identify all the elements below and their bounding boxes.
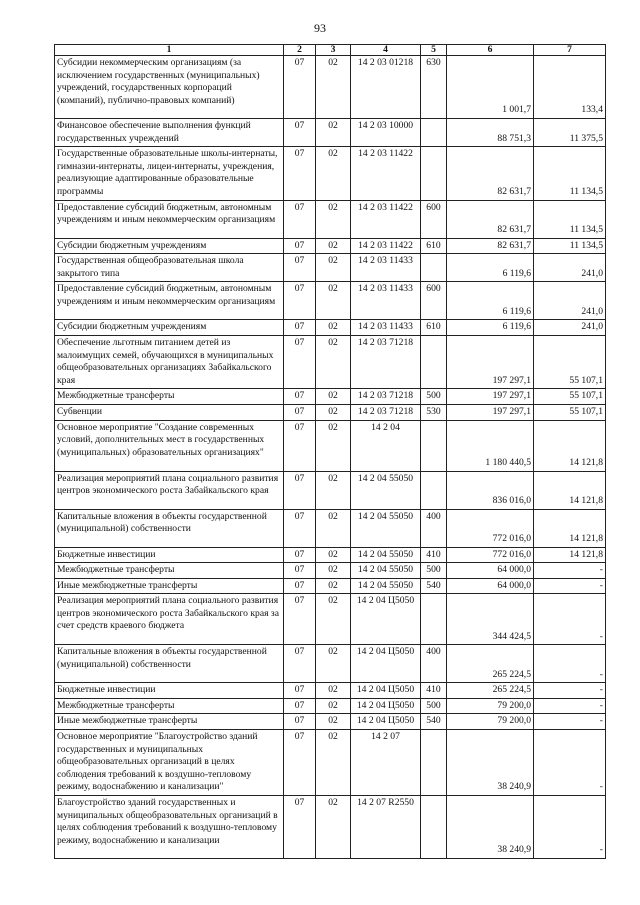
- row-name: Бюджетные инвестиции: [55, 683, 284, 699]
- table-row: [55, 147, 606, 200]
- row-section: 07: [284, 698, 316, 714]
- row-amount-part: -: [534, 698, 606, 714]
- row-amount-part: 11 134,5: [534, 200, 606, 238]
- row-subsection: 02: [316, 714, 351, 730]
- row-target-article: 14 2 03 71218: [351, 335, 421, 388]
- table-row: [55, 56, 606, 119]
- row-target-article: 14 2 03 71218: [351, 389, 421, 405]
- row-name: Государственная общеобразовательная школа закрытого типа: [55, 254, 284, 282]
- row-section: 07: [284, 238, 316, 254]
- row-name: Финансовое обеспечение выполнения функций государственных учреждений: [55, 119, 284, 147]
- row-section: 07: [284, 56, 316, 119]
- row-section: 07: [284, 645, 316, 683]
- row-name: Предоставление субсидий бюджетным, автономным учреждениям и иным некоммерческим организациям: [55, 282, 284, 320]
- row-target-article: 14 2 04 55050: [351, 509, 421, 547]
- row-name: Межбюджетные трансферты: [55, 698, 284, 714]
- row-expense-type: 540: [421, 714, 447, 730]
- table-row: [55, 698, 606, 714]
- row-amount-total: 64 000,0: [447, 578, 534, 594]
- row-subsection: 02: [316, 594, 351, 645]
- table-header: [55, 45, 606, 56]
- row-name: Субсидии бюджетным учреждениям: [55, 320, 284, 336]
- table-row: [55, 119, 606, 147]
- row-amount-part: -: [534, 730, 606, 796]
- row-amount-total: 82 631,7: [447, 200, 534, 238]
- row-expense-type: 530: [421, 404, 447, 420]
- row-expense-type: 400: [421, 509, 447, 547]
- row-amount-part: 11 375,5: [534, 119, 606, 147]
- row-amount-total: 6 119,6: [447, 282, 534, 320]
- row-subsection: 02: [316, 698, 351, 714]
- row-name: Капитальные вложения в объекты государственной (муниципальной) собственности: [55, 645, 284, 683]
- row-target-article: 14 2 03 11433: [351, 254, 421, 282]
- row-amount-part: -: [534, 683, 606, 699]
- table-row: [55, 471, 606, 509]
- header-col-6: 6: [447, 45, 534, 56]
- row-target-article: 14 2 03 11422: [351, 200, 421, 238]
- table-row: [55, 578, 606, 594]
- row-target-article: 14 2 03 71218: [351, 404, 421, 420]
- row-amount-part: 55 107,1: [534, 389, 606, 405]
- table-row: [55, 509, 606, 547]
- row-amount-part: 14 121,8: [534, 471, 606, 509]
- header-col-2: 2: [284, 45, 316, 56]
- row-expense-type: 610: [421, 320, 447, 336]
- row-target-article: 14 2 04 55050: [351, 471, 421, 509]
- row-subsection: 02: [316, 254, 351, 282]
- row-target-article: 14 2 03 11422: [351, 147, 421, 200]
- row-name: Иные межбюджетные трансферты: [55, 714, 284, 730]
- row-subsection: 02: [316, 56, 351, 119]
- row-target-article: 14 2 03 11433: [351, 282, 421, 320]
- table-row: [55, 594, 606, 645]
- row-amount-part: 14 121,8: [534, 547, 606, 563]
- row-target-article: 14 2 04 Ц5050: [351, 683, 421, 699]
- row-expense-type: 410: [421, 547, 447, 563]
- row-section: 07: [284, 282, 316, 320]
- row-expense-type: 500: [421, 698, 447, 714]
- row-amount-part: 14 121,8: [534, 420, 606, 471]
- row-subsection: 02: [316, 683, 351, 699]
- row-name: Субсидии бюджетным учреждениям: [55, 238, 284, 254]
- row-target-article: 14 2 07: [351, 730, 421, 796]
- row-target-article: 14 2 04 Ц5050: [351, 714, 421, 730]
- row-amount-part: 11 134,5: [534, 238, 606, 254]
- row-expense-type: 600: [421, 200, 447, 238]
- row-name: Основное мероприятие "Создание современных условий, дополнительных мест в государственных (муниципальных) образовательных организациях": [55, 420, 284, 471]
- row-subsection: 02: [316, 119, 351, 147]
- row-amount-total: 1 001,7: [447, 56, 534, 119]
- row-amount-total: 836 016,0: [447, 471, 534, 509]
- row-section: 07: [284, 335, 316, 388]
- row-name: Реализация мероприятий плана социального развития центров экономического роста Забайкальского края: [55, 471, 284, 509]
- row-section: 07: [284, 119, 316, 147]
- row-target-article: 14 2 03 01218: [351, 56, 421, 119]
- row-section: 07: [284, 714, 316, 730]
- row-amount-total: 79 200,0: [447, 714, 534, 730]
- table-body: [55, 56, 606, 859]
- row-amount-part: -: [534, 714, 606, 730]
- row-section: 07: [284, 578, 316, 594]
- row-subsection: 02: [316, 404, 351, 420]
- row-name: Реализация мероприятий плана социального развития центров экономического роста Забайкальского края за счет средств краевого бюджета: [55, 594, 284, 645]
- row-amount-part: -: [534, 796, 606, 859]
- table-row: [55, 547, 606, 563]
- row-amount-part: -: [534, 645, 606, 683]
- row-expense-type: 630: [421, 56, 447, 119]
- row-target-article: 14 2 04 55050: [351, 563, 421, 579]
- row-target-article: 14 2 04 Ц5050: [351, 594, 421, 645]
- row-amount-total: 197 297,1: [447, 389, 534, 405]
- row-expense-type: 540: [421, 578, 447, 594]
- row-expense-type: [421, 730, 447, 796]
- row-expense-type: [421, 471, 447, 509]
- row-amount-part: 55 107,1: [534, 404, 606, 420]
- page-number: 93: [314, 21, 326, 35]
- row-name: Субсидии некоммерческим организациям (за исключением государственных (муниципальных) учреждений, государственных корпораций (компаний), публично-правовых компаний): [55, 56, 284, 119]
- row-target-article: 14 2 04 Ц5050: [351, 698, 421, 714]
- table-row: [55, 563, 606, 579]
- row-section: 07: [284, 420, 316, 471]
- table-row: [55, 282, 606, 320]
- row-amount-part: -: [534, 594, 606, 645]
- header-row: [55, 45, 606, 56]
- row-subsection: 02: [316, 509, 351, 547]
- table-row: [55, 730, 606, 796]
- row-amount-total: 82 631,7: [447, 147, 534, 200]
- row-subsection: 02: [316, 147, 351, 200]
- row-section: 07: [284, 683, 316, 699]
- row-subsection: 02: [316, 238, 351, 254]
- table-row: [55, 335, 606, 388]
- row-name: Предоставление субсидий бюджетным, автономным учреждениям и иным некоммерческим организациям: [55, 200, 284, 238]
- row-subsection: 02: [316, 645, 351, 683]
- row-amount-total: 772 016,0: [447, 547, 534, 563]
- row-amount-total: 772 016,0: [447, 509, 534, 547]
- row-expense-type: 500: [421, 563, 447, 579]
- row-amount-total: 38 240,9: [447, 730, 534, 796]
- row-subsection: 02: [316, 389, 351, 405]
- header-col-5: 5: [421, 45, 447, 56]
- table-row: [55, 389, 606, 405]
- row-amount-total: 79 200,0: [447, 698, 534, 714]
- row-subsection: 02: [316, 335, 351, 388]
- row-subsection: 02: [316, 547, 351, 563]
- row-target-article: 14 2 03 10000: [351, 119, 421, 147]
- row-section: 07: [284, 509, 316, 547]
- table-row: [55, 420, 606, 471]
- row-section: 07: [284, 200, 316, 238]
- row-amount-total: 64 000,0: [447, 563, 534, 579]
- row-name: Межбюджетные трансферты: [55, 389, 284, 405]
- table-row: [55, 200, 606, 238]
- row-amount-part: 241,0: [534, 254, 606, 282]
- row-amount-part: -: [534, 578, 606, 594]
- row-name: Капитальные вложения в объекты государственной (муниципальной) собственности: [55, 509, 284, 547]
- row-section: 07: [284, 389, 316, 405]
- row-expense-type: [421, 335, 447, 388]
- row-amount-part: 133,4: [534, 56, 606, 119]
- table-row: [55, 714, 606, 730]
- table-row: [55, 683, 606, 699]
- row-target-article: 14 2 03 11422: [351, 238, 421, 254]
- row-section: 07: [284, 594, 316, 645]
- row-amount-total: 265 224,5: [447, 683, 534, 699]
- row-amount-total: 6 119,6: [447, 254, 534, 282]
- header-col-1: 1: [55, 45, 284, 56]
- row-target-article: 14 2 04 55050: [351, 547, 421, 563]
- row-amount-total: 197 297,1: [447, 404, 534, 420]
- row-amount-part: 11 134,5: [534, 147, 606, 200]
- row-amount-part: 241,0: [534, 282, 606, 320]
- row-section: 07: [284, 404, 316, 420]
- row-amount-total: 82 631,7: [447, 238, 534, 254]
- row-name: Обеспечение льготным питанием детей из малоимущих семей, обучающихся в муниципальных общеобразовательных организациях Забайкальского края: [55, 335, 284, 388]
- row-section: 07: [284, 563, 316, 579]
- row-expense-type: [421, 254, 447, 282]
- row-target-article: 14 2 07 R2550: [351, 796, 421, 859]
- row-amount-part: -: [534, 563, 606, 579]
- table-row: [55, 404, 606, 420]
- row-amount-total: 344 424,5: [447, 594, 534, 645]
- row-subsection: 02: [316, 471, 351, 509]
- row-target-article: 14 2 04 Ц5050: [351, 645, 421, 683]
- row-expense-type: [421, 420, 447, 471]
- row-amount-total: 265 224,5: [447, 645, 534, 683]
- row-expense-type: 410: [421, 683, 447, 699]
- row-section: 07: [284, 320, 316, 336]
- row-name: Иные межбюджетные трансферты: [55, 578, 284, 594]
- row-section: 07: [284, 254, 316, 282]
- table-row: [55, 238, 606, 254]
- row-amount-part: 55 107,1: [534, 335, 606, 388]
- row-amount-part: 241,0: [534, 320, 606, 336]
- row-subsection: 02: [316, 320, 351, 336]
- row-subsection: 02: [316, 730, 351, 796]
- row-amount-total: 197 297,1: [447, 335, 534, 388]
- row-section: 07: [284, 147, 316, 200]
- row-section: 07: [284, 547, 316, 563]
- row-target-article: 14 2 04: [351, 420, 421, 471]
- row-amount-total: 38 240,9: [447, 796, 534, 859]
- row-name: Бюджетные инвестиции: [55, 547, 284, 563]
- row-subsection: 02: [316, 578, 351, 594]
- table-row: [55, 320, 606, 336]
- table-row: [55, 796, 606, 859]
- row-target-article: 14 2 04 55050: [351, 578, 421, 594]
- budget-table: [54, 44, 606, 859]
- row-expense-type: [421, 119, 447, 147]
- row-amount-total: 6 119,6: [447, 320, 534, 336]
- row-name: Межбюджетные трансферты: [55, 563, 284, 579]
- table-row: [55, 254, 606, 282]
- row-subsection: 02: [316, 420, 351, 471]
- header-col-7: 7: [534, 45, 606, 56]
- row-name: Субвенции: [55, 404, 284, 420]
- row-amount-total: 1 180 440,5: [447, 420, 534, 471]
- row-expense-type: [421, 796, 447, 859]
- table-row: [55, 645, 606, 683]
- row-expense-type: [421, 147, 447, 200]
- row-target-article: 14 2 03 11433: [351, 320, 421, 336]
- row-subsection: 02: [316, 796, 351, 859]
- header-col-3: 3: [316, 45, 351, 56]
- row-section: 07: [284, 730, 316, 796]
- row-name: Государственные образовательные школы-интернаты, гимназии-интернаты, лицеи-интернаты, учреждения, реализующие адаптированные образовательные программы: [55, 147, 284, 200]
- row-expense-type: [421, 594, 447, 645]
- row-expense-type: 610: [421, 238, 447, 254]
- row-section: 07: [284, 796, 316, 859]
- row-expense-type: 600: [421, 282, 447, 320]
- row-expense-type: 500: [421, 389, 447, 405]
- row-amount-part: 14 121,8: [534, 509, 606, 547]
- row-expense-type: 400: [421, 645, 447, 683]
- row-subsection: 02: [316, 200, 351, 238]
- row-section: 07: [284, 471, 316, 509]
- header-col-4: 4: [351, 45, 421, 56]
- row-amount-total: 88 751,3: [447, 119, 534, 147]
- row-name: Благоустройство зданий государственных и муниципальных общеобразовательных организаций в целях соблюдения требований к воздушно-тепловому режиму, водоснабжению и канализации: [55, 796, 284, 859]
- row-subsection: 02: [316, 563, 351, 579]
- row-name: Основное мероприятие "Благоустройство зданий государственных и муниципальных общеобразовательных организаций в целях соблюдения требований к воздушно-тепловому режиму, водоснабжению и канализации": [55, 730, 284, 796]
- row-subsection: 02: [316, 282, 351, 320]
